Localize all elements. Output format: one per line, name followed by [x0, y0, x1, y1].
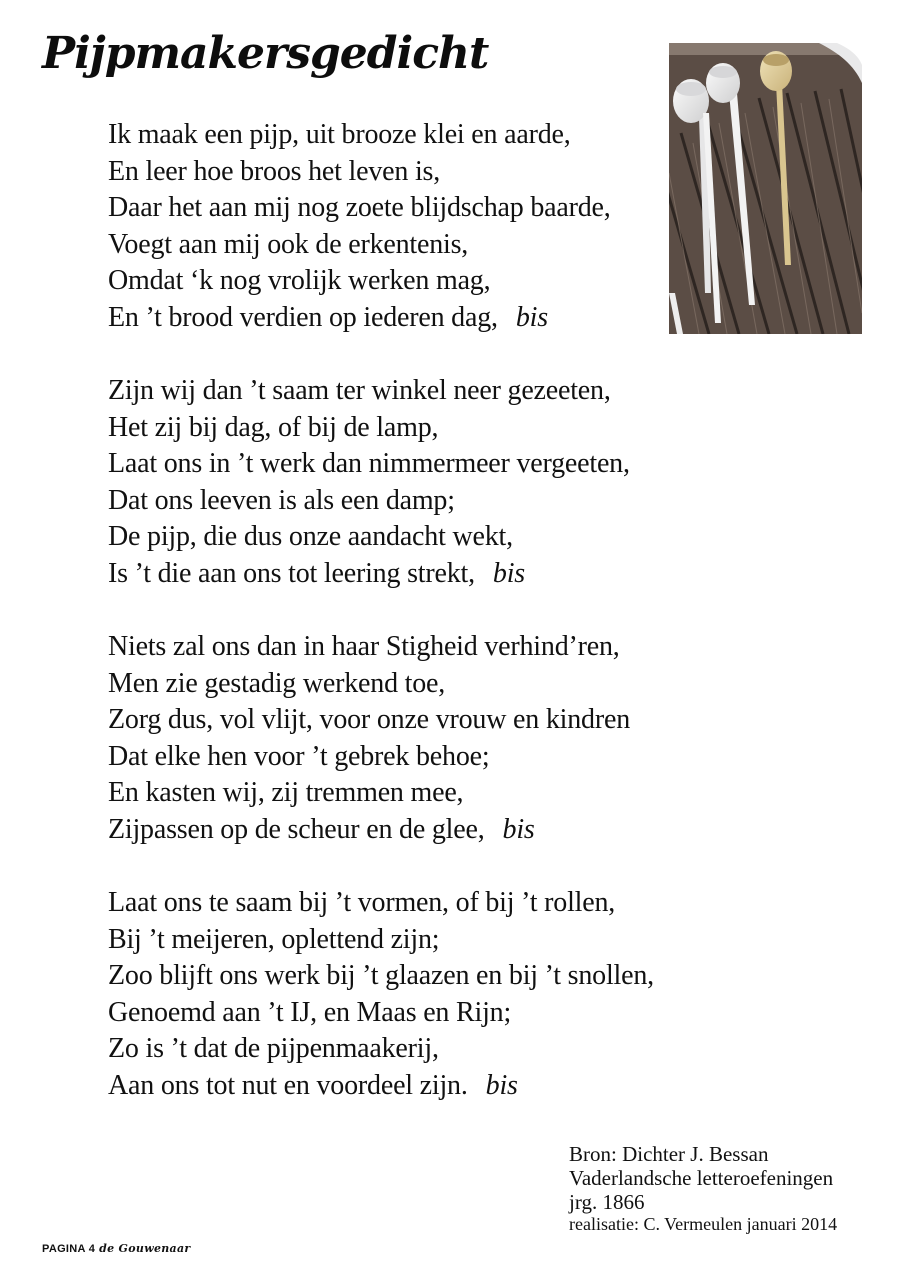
refrain-marker: bis — [485, 1069, 518, 1101]
source-publication: Vaderlandsche letteroefeningen — [569, 1166, 834, 1190]
publication-name: de Gouwenaar — [99, 1242, 191, 1255]
poem-line: Voegt aan mij ook de erkentenis, — [108, 228, 469, 260]
poem-line-text: Zijpassen op de scheur en de glee, — [108, 813, 485, 845]
poem-line: De pijp, die dus onze aandacht wekt, — [108, 521, 513, 552]
poem-line-text: Aan ons tot nut en voordeel zijn. — [108, 1069, 468, 1101]
poem-line: Zo is ’t dat de pijpenmaakerij, — [108, 1033, 439, 1064]
poem-line: Ik maak een pijp, uit brooze klei en aarde, — [108, 119, 571, 150]
poem-line: En leer hoe broos het leven is, — [108, 155, 441, 187]
poem-line: Zoo blijft ons werk bij ’t glaazen en bij ’t snollen, — [108, 960, 654, 991]
poem-line: Bij ’t meijeren, oplettend zijn; — [108, 923, 440, 955]
poem-line: Niets zal ons dan in haar Stigheid verhind’ren, — [108, 631, 620, 662]
poem-line-last — [108, 812, 748, 849]
stanza-4 — [108, 885, 748, 1104]
source-credits — [569, 1142, 837, 1234]
source-year: jrg. 1866 — [569, 1190, 645, 1214]
refrain-marker: bis — [502, 813, 535, 845]
poem-line: Laat ons te saam bij ’t vormen, of bij ’t rollen, — [108, 887, 616, 918]
source-author: Bron: Dichter J. Bessan — [569, 1142, 769, 1166]
poem-line: Dat elke hen voor ’t gebrek behoe; — [108, 740, 490, 772]
poem-line: Daar het aan mij nog zoete blijdschap baarde, — [108, 192, 611, 223]
refrain-marker: bis — [492, 557, 525, 589]
stanza-1 — [108, 117, 748, 336]
page-title: Pijpmakersgedicht — [42, 28, 489, 79]
poem-line: Dat ons leeven is als een damp; — [108, 484, 455, 516]
poem-line-text: Is ’t die aan ons tot leering strekt, — [108, 557, 475, 589]
poem-line-last — [108, 1068, 748, 1105]
stanza-2 — [108, 373, 748, 592]
poem-line: Zijn wij dan ’t saam ter winkel neer gezeeten, — [108, 375, 611, 406]
page-footer — [42, 1242, 191, 1255]
poem-line: Laat ons in ’t werk dan nimmermeer vergeeten, — [108, 448, 630, 479]
refrain-marker: bis — [515, 301, 548, 333]
poem-line: Men zie gestadig werkend toe, — [108, 667, 446, 699]
poem-line-last — [108, 556, 748, 593]
stanza-3 — [108, 629, 748, 848]
poem-line-text: En ’t brood verdien op iederen dag, — [108, 301, 498, 333]
source-realisation: realisatie: C. Vermeulen januari 2014 — [569, 1214, 838, 1234]
poem-line: Genoemd aan ’t IJ, en Maas en Rijn; — [108, 996, 512, 1028]
poem — [108, 117, 748, 1141]
poem-line: Zorg dus, vol vlijt, voor onze vrouw en kindren — [108, 704, 630, 735]
page-number: PAGINA 4 — [42, 1243, 96, 1255]
poem-line: Omdat ‘k nog vrolijk werken mag, — [108, 265, 491, 296]
poem-line: En kasten wij, zij tremmen mee, — [108, 777, 464, 808]
poem-line: Het zij bij dag, of bij de lamp, — [108, 411, 439, 443]
poem-line-last — [108, 300, 748, 337]
